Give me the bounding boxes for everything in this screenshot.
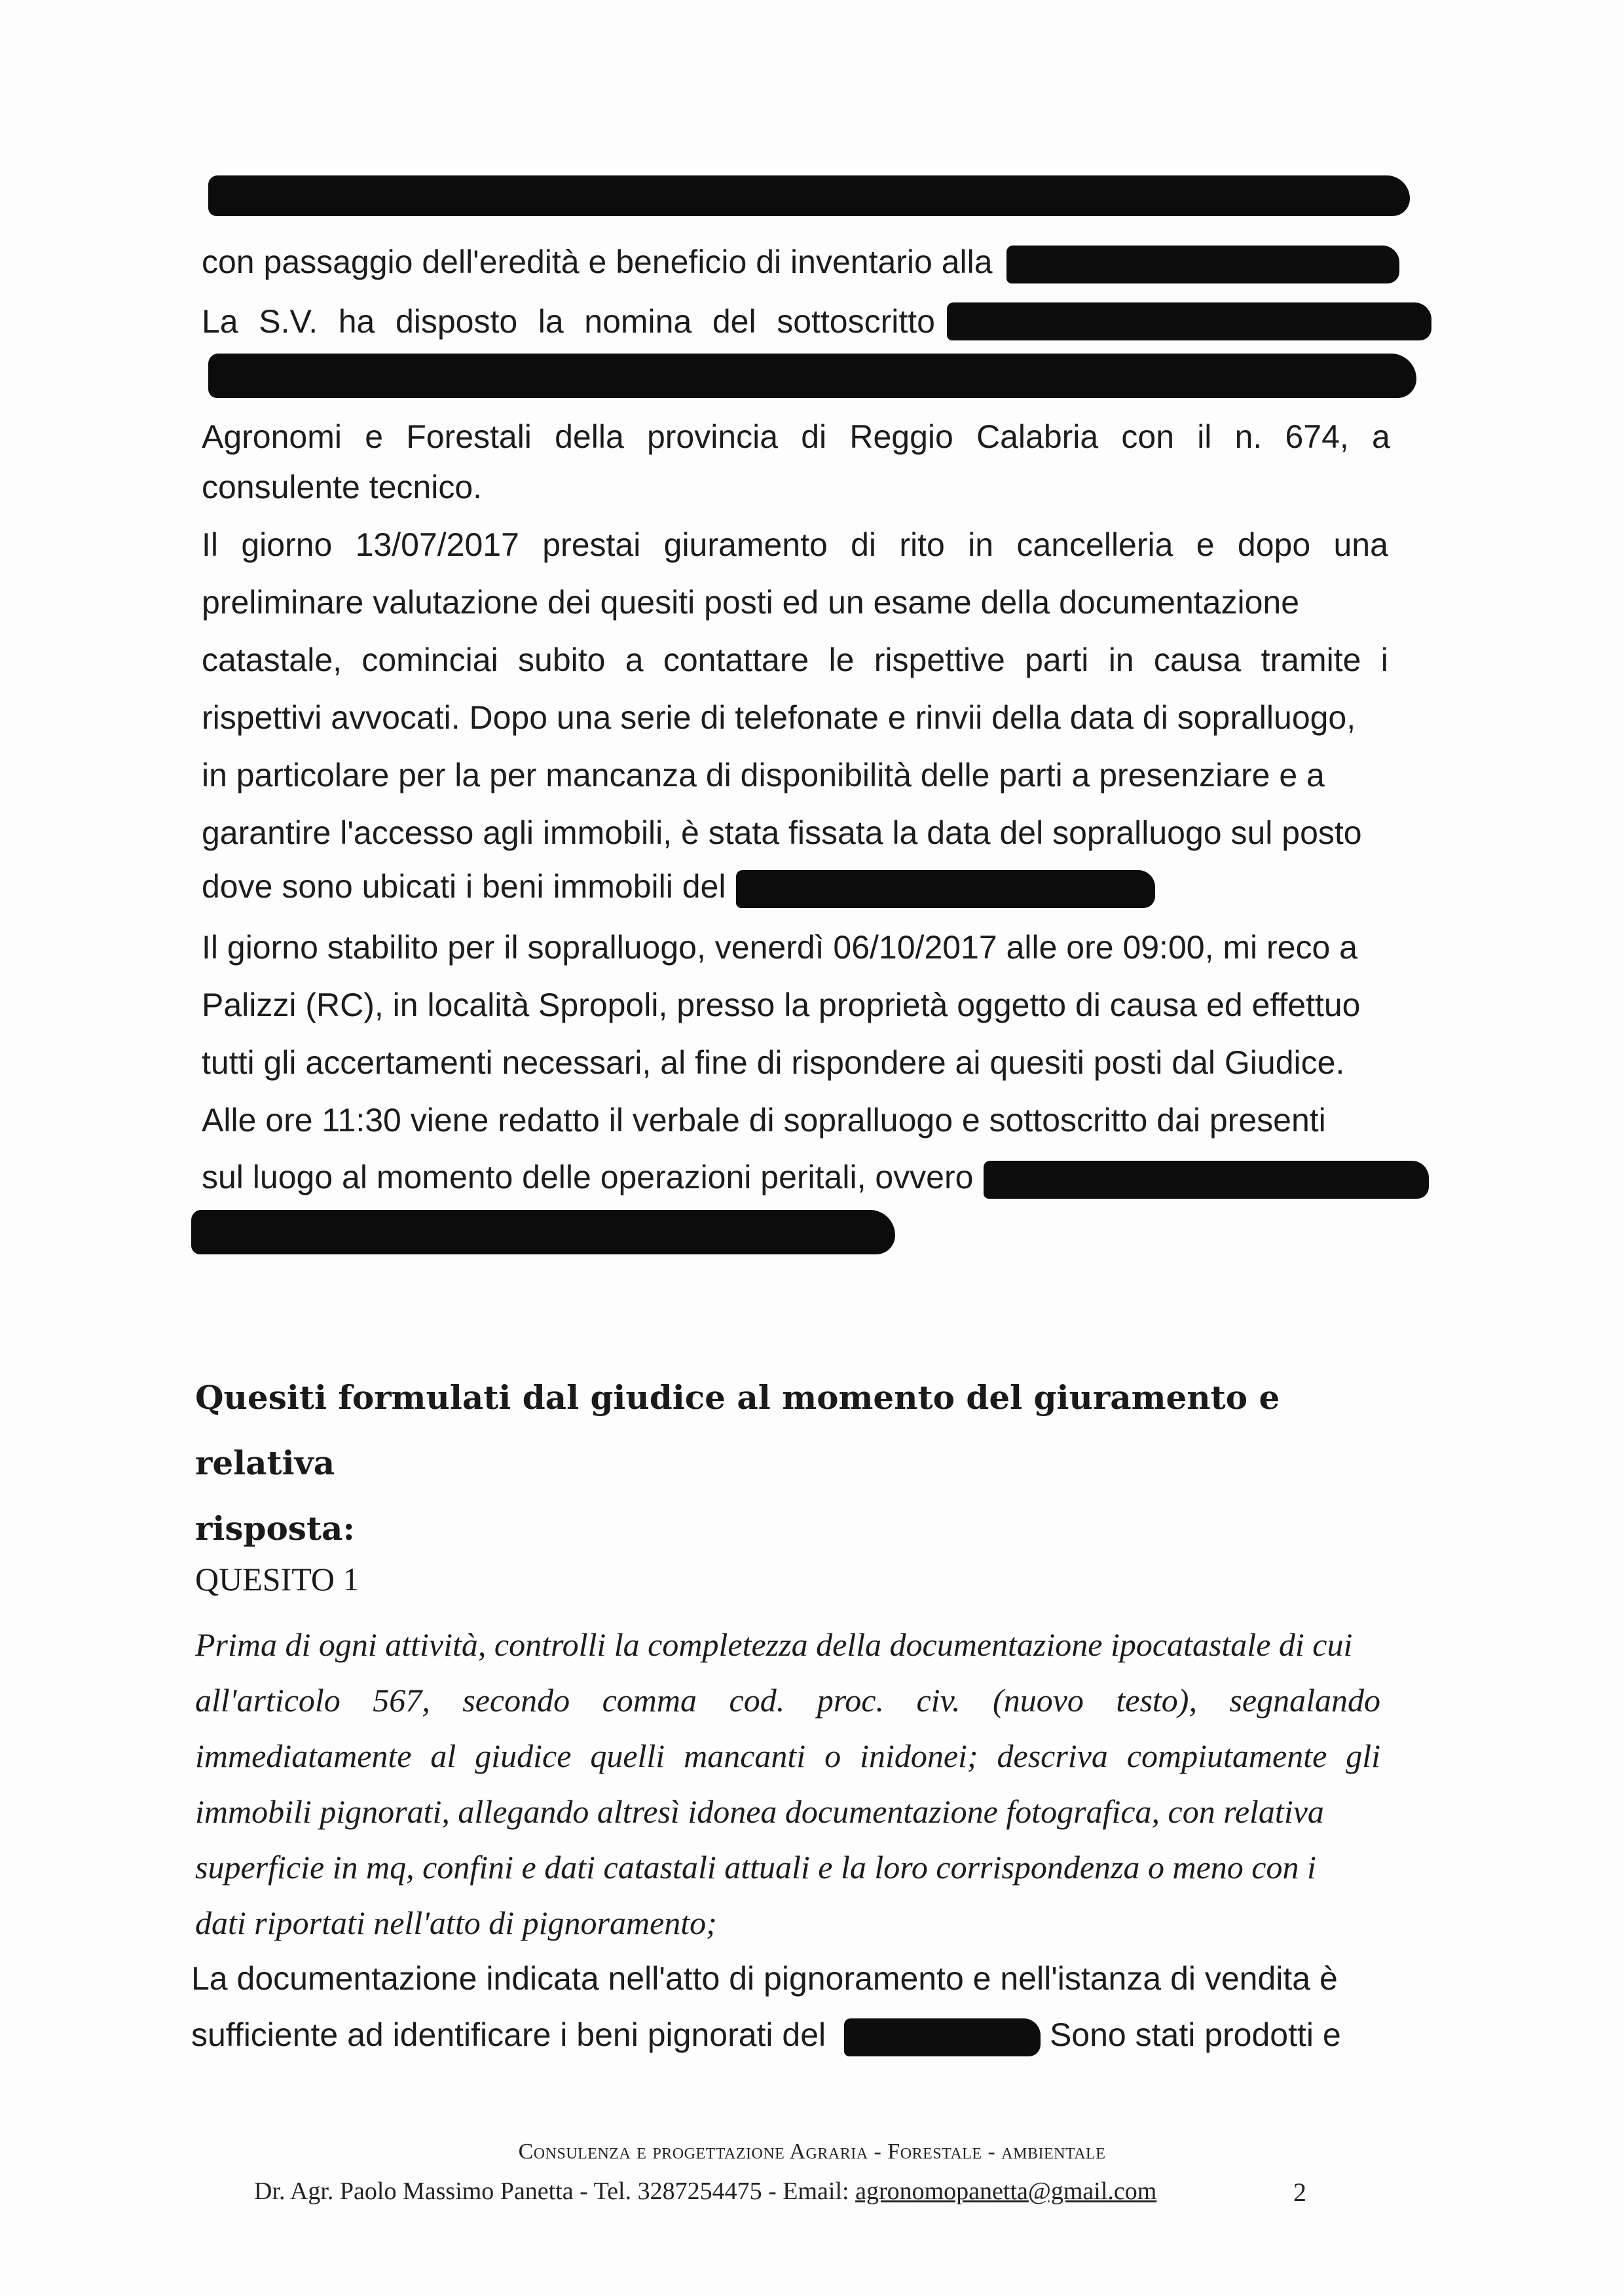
footer-contact-text: Dr. Agr. Paolo Massimo Panetta - Tel. 3287254475 - Email:: [254, 2178, 856, 2205]
body-word: S.V.: [259, 302, 318, 340]
footer-contact: [254, 2177, 1156, 2206]
body-word: causa: [1153, 642, 1242, 678]
body-word: a: [625, 642, 644, 678]
body-word: Calabria: [976, 418, 1099, 455]
body-word: prestai: [542, 526, 641, 563]
body-text: sul luogo al momento delle operazioni peritali, ovvero: [202, 1159, 974, 1195]
quesito-word: secondo: [462, 1682, 570, 1719]
body-word: giorno: [241, 526, 333, 563]
quesito-word: mancanti: [684, 1738, 806, 1774]
quesito-text: superficie in mq, confini e dati catastali attuali e la loro corrispondenza o meno con i: [195, 1849, 1316, 1886]
quesito-word: al: [430, 1738, 456, 1774]
body-word: di: [801, 418, 827, 455]
body-word: in: [968, 526, 994, 563]
quesito-text: immobili pignorati, allegando altresì idonea documentazione fotografica, con relativa: [195, 1793, 1324, 1830]
answer-line-1: [191, 1958, 1383, 1999]
body-word: rito: [899, 526, 945, 563]
answer-line-2: [191, 2014, 1383, 2056]
body-word: la: [538, 302, 564, 340]
quesito-word: segnalando: [1229, 1682, 1380, 1719]
body-text: Palizzi (RC), in località Spropoli, presso la proprietà oggetto di causa ed effettuo: [202, 987, 1361, 1023]
redaction-inline: [984, 1161, 1429, 1199]
body-word: a: [1372, 418, 1390, 455]
quesito-line-5: [195, 1846, 1380, 1888]
body-line-6: [202, 581, 1393, 623]
quesito-word: compiutamente: [1126, 1738, 1327, 1774]
body-line-10: [202, 812, 1393, 854]
body-word: La: [202, 302, 238, 340]
quesito-word: cod.: [729, 1682, 785, 1719]
body-word: in: [1108, 642, 1134, 678]
quesito-line-2: [195, 1679, 1380, 1721]
body-word: dopo: [1237, 526, 1311, 563]
body-word: contattare: [663, 642, 809, 678]
body-word: della: [555, 418, 624, 455]
body-text: Il giorno stabilito per il sopralluogo, venerdì 06/10/2017 alle ore 09:00, mi reco a: [202, 929, 1357, 966]
email-link[interactable]: agronomopanetta@gmail.com: [855, 2178, 1157, 2205]
quesito-word: o: [824, 1738, 841, 1774]
body-word: i: [1380, 642, 1388, 678]
body-word: catastale,: [202, 642, 342, 678]
body-line-15: [202, 1099, 1393, 1141]
body-word: del: [712, 302, 756, 340]
quesito-word: all'articolo: [195, 1682, 341, 1719]
body-word: Reggio: [849, 418, 953, 455]
quesito-title: QUESITO 1: [195, 1561, 360, 1597]
page-number: 2: [1293, 2178, 1306, 2207]
body-line-13: [202, 984, 1393, 1026]
answer-text: sufficiente ad identificare i beni pignorati del: [191, 2016, 826, 2053]
body-text: con passaggio dell'eredità e beneficio di inventario alla: [202, 244, 993, 280]
body-word: di: [851, 526, 877, 563]
heading-line-1: Quesiti formulati dal giudice al momento del giuramento e relativa: [195, 1378, 1280, 1482]
body-word: provincia: [646, 418, 779, 455]
quesito-word: proc.: [817, 1682, 884, 1719]
body-word: e: [1196, 526, 1215, 563]
body-word: n.: [1234, 418, 1263, 455]
quesito-word: quelli: [590, 1738, 665, 1774]
quesito-text: Prima di ogni attività, controlli la completezza della documentazione ipocatastale di cui: [195, 1626, 1353, 1663]
quesito-word: immediatamente: [195, 1738, 412, 1774]
body-text: preliminare valutazione dei quesiti posti ed un esame della documentazione: [202, 584, 1300, 621]
body-word: sottoscritto: [777, 302, 935, 340]
body-word: 674,: [1285, 418, 1349, 455]
body-text: rispettivi avvocati. Dopo una serie di telefonate e rinvii della data di sopralluogo,: [202, 699, 1356, 736]
redaction-bar-top: [208, 175, 1410, 216]
body-word: cominciai: [361, 642, 498, 678]
quesito-word: testo),: [1116, 1682, 1197, 1719]
body-word: Il: [202, 526, 218, 563]
body-word: tramite: [1261, 642, 1361, 678]
body-line-9: [202, 754, 1393, 796]
body-word: nomina: [584, 302, 692, 340]
quesito-word: descriva: [997, 1738, 1108, 1774]
redaction-inline: [1006, 246, 1399, 283]
quesito-line-6: [195, 1902, 1380, 1944]
body-text: in particolare per la per mancanza di disponibilità delle parti a presenziare e a: [202, 757, 1325, 793]
body-line-7: [202, 639, 1388, 681]
heading-line-2: risposta:: [195, 1509, 355, 1548]
body-text: consulente tecnico.: [202, 469, 483, 505]
body-word: 13/07/2017: [355, 526, 519, 563]
body-word: una: [1333, 526, 1388, 563]
quesito-word: civ.: [916, 1682, 961, 1719]
quesito-line-3: [195, 1735, 1380, 1777]
redaction-inline: [736, 870, 1155, 908]
answer-text: La documentazione indicata nell'atto di pignoramento e nell'istanza di vendita è: [191, 1960, 1338, 1997]
body-line-11: [202, 866, 1393, 908]
body-text: Alle ore 11:30 viene redatto il verbale di sopralluogo e sottoscritto dai presenti: [202, 1102, 1326, 1139]
quesito-word: giudice: [475, 1738, 572, 1774]
answer-text: Sono stati prodotti e: [1049, 2016, 1341, 2053]
redaction-bar-bottom: [191, 1210, 895, 1254]
body-word: disposto: [395, 302, 518, 340]
redaction-inline: [844, 2018, 1041, 2056]
quesito-word: inidonei;: [860, 1738, 978, 1774]
quesito-text: dati riportati nell'atto di pignoramento;: [195, 1904, 717, 1941]
quesito-line-1: [195, 1624, 1380, 1666]
body-word: ha: [338, 302, 375, 340]
redaction-bar-middle: [208, 354, 1416, 398]
redaction-inline: [947, 302, 1431, 340]
body-line-2: [202, 298, 1393, 342]
body-line-5: [202, 524, 1388, 566]
body-word: con: [1121, 418, 1175, 455]
quesito-word: gli: [1346, 1738, 1380, 1774]
body-word: rispettive: [874, 642, 1005, 678]
footer-company: Consulenza e progettazione Agraria - Forestale - ambientale: [518, 2140, 1106, 2164]
body-line-8: [202, 697, 1393, 738]
body-word: cancelleria: [1016, 526, 1173, 563]
body-word: le: [828, 642, 855, 678]
body-text: dove sono ubicati i beni immobili del: [202, 868, 726, 905]
quesito-word: (nuovo: [993, 1682, 1084, 1719]
body-text: garantire l'accesso agli immobili, è stata fissata la data del sopralluogo sul posto: [202, 814, 1362, 851]
body-line-16: [202, 1156, 1393, 1199]
quesito-line-4: [195, 1791, 1380, 1832]
body-line-14: [202, 1042, 1393, 1084]
body-line-3: [202, 416, 1390, 458]
body-word: subito: [518, 642, 606, 678]
body-word: e: [365, 418, 383, 455]
body-line-1: [202, 241, 1393, 283]
body-word: Forestali: [406, 418, 532, 455]
body-text: tutti gli accertamenti necessari, al fine di rispondere ai quesiti posti dal Giudice.: [202, 1044, 1345, 1081]
body-line-12: [202, 926, 1393, 968]
section-heading: [195, 1365, 1413, 1561]
quesito-word: 567,: [373, 1682, 430, 1719]
body-line-4: [202, 466, 1393, 508]
body-word: parti: [1025, 642, 1089, 678]
body-word: il: [1197, 418, 1212, 455]
body-word: Agronomi: [202, 418, 342, 455]
body-word: giuramento: [663, 526, 828, 563]
quesito-word: comma: [602, 1682, 697, 1719]
